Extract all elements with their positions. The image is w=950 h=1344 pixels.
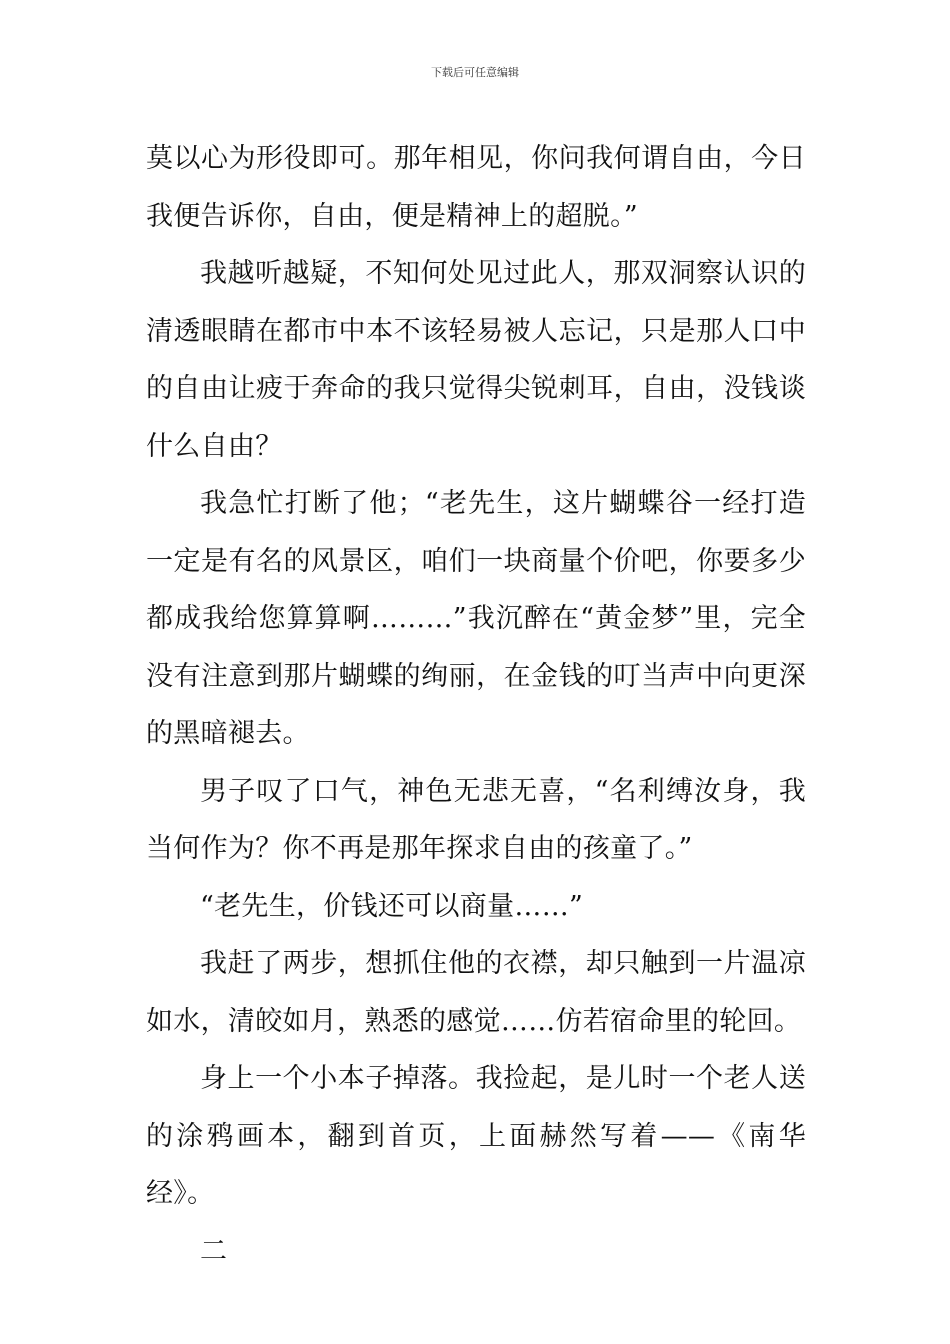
body-text	[146, 130, 806, 1280]
section-number: 二	[200, 1235, 228, 1267]
paragraph: 我赶了两步，想抓住他的衣襟，却只触到一片温凉如水，清皎如月，熟悉的感觉……仿若宿命里的轮回。	[146, 948, 806, 1037]
paragraph: 男子叹了口气，神色无悲无喜，“名利缚汝身，我当何作为？你不再是那年探求自由的孩童了。”	[146, 775, 806, 864]
paragraph: 我急忙打断了他；“老先生，这片蝴蝶谷一经打造一定是有名的风景区，咱们一块商量个价吧，你要多少都成我给您算算啊………”我沉醉在“黄金梦”里，完全没有注意到那片蝴蝶的绚丽，在金钱的叮当声中向更深的黑暗褪去。	[146, 488, 806, 749]
paragraph: 莫以心为形役即可。那年相见，你问我何谓自由，今日我便告诉你，自由，便是精神上的超脱。”	[146, 143, 806, 232]
page-header: 下载后可任意编辑	[431, 66, 519, 79]
paragraph: 我越听越疑，不知何处见过此人，那双洞察认识的清透眼睛在都市中本不该轻易被人忘记，只是那人口中的自由让疲于奔命的我只觉得尖锐刺耳，自由，没钱谈什么自由？	[146, 258, 806, 462]
paragraph: “老先生，价钱还可以商量……”	[200, 890, 584, 922]
paragraph: 身上一个小本子掉落。我捡起，是儿时一个老人送的涂鸦画本，翻到首页，上面赫然写着——《南华经》。	[146, 1063, 806, 1209]
